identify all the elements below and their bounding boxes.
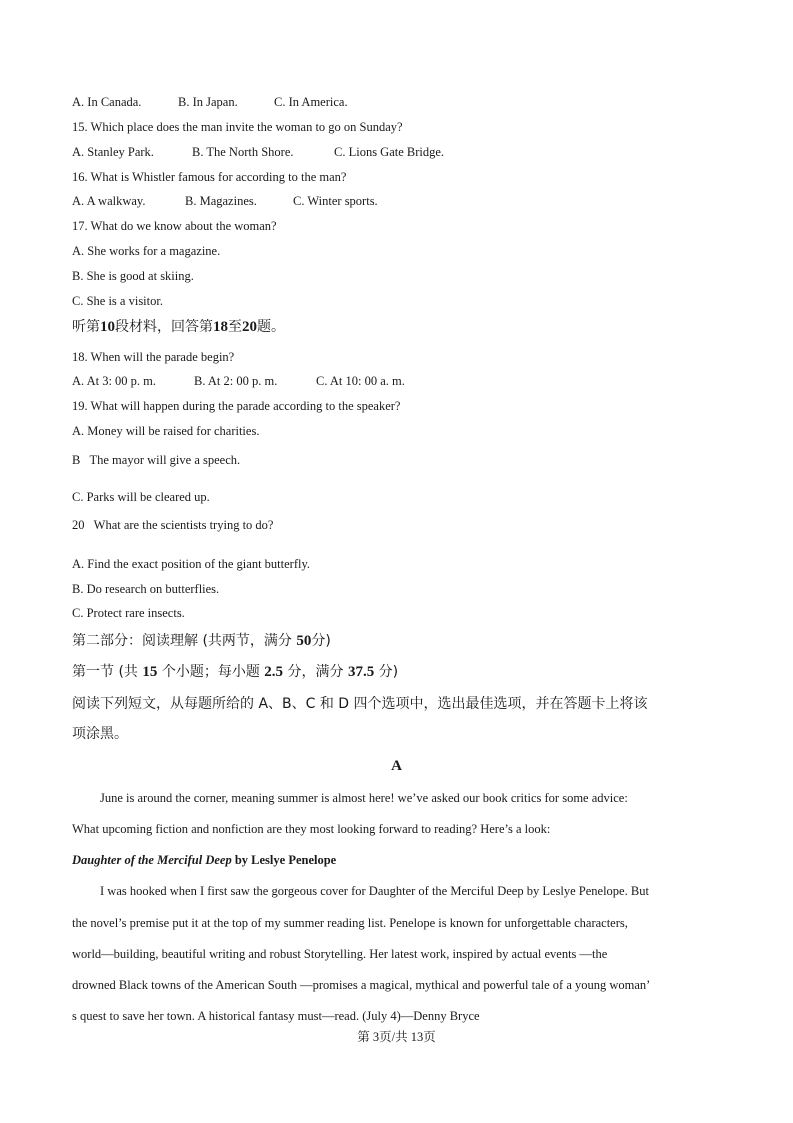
q17-option-b: B. She is good at skiing.	[72, 269, 194, 283]
q16-option-c: C. Winter sports.	[293, 194, 378, 208]
q17-option-c: C. She is a visitor.	[72, 294, 163, 308]
review-line-4: drowned Black towns of the American South —promises a magical, mythical and powerful tale of a young woman’	[72, 978, 651, 992]
q15-option-a: A. Stanley Park.	[72, 145, 154, 159]
review-line-3: world—building, beautiful writing and robust Storytelling. Her latest work, inspired by actual events —the	[72, 947, 608, 961]
book-heading	[72, 852, 728, 868]
q19-option-a: A. Money will be raised for charities.	[72, 424, 260, 438]
instruction-line-1: 阅读下列短文，从每题所给的 A、B、C 和 D 四个选项中，选出最佳选项，并在答题卡上将该	[72, 696, 648, 712]
q18-option-a: A. At 3: 00 p. m.	[72, 374, 157, 388]
q18-option-c: C. At 10: 00 a. m.	[316, 374, 405, 388]
q17-question: 17. What do we know about the woman?	[72, 219, 277, 233]
section-10-heading: 听第10段材料，回答第18至20题。	[72, 319, 285, 335]
q19-option-c: C. Parks will be cleared up.	[72, 490, 210, 504]
q14-option-c: C. In America.	[274, 95, 348, 109]
instruction-line-2: 项涂黑。	[72, 726, 128, 742]
review-line-2: the novel’s premise put it at the top of my summer reading list. Penelope is known for unforgettable characters,	[72, 916, 628, 930]
section-1-heading: 第一节 (共 15 个小题；每小题 2.5 分，满分 37.5 分)	[72, 664, 399, 680]
q18-question: 18. When will the parade begin?	[72, 350, 235, 364]
q20-question: 20 What are the scientists trying to do?	[72, 518, 274, 532]
page-number: 第 3页/共 13页	[357, 1030, 436, 1044]
review-line-5: s quest to save her town. A historical fantasy must—read. (July 4)—Denny Bryce	[72, 1009, 480, 1023]
q19-option-b: B The mayor will give a speech.	[72, 453, 241, 467]
book-title: Daughter of the Merciful Deep	[72, 853, 232, 867]
q15-options	[72, 144, 444, 160]
q16-question: 16. What is Whistler famous for according to the man?	[72, 170, 347, 184]
q14-option-a: A. In Canada.	[72, 95, 142, 109]
q14-option-b: B. In Japan.	[178, 95, 238, 109]
passage-intro-line-1: June is around the corner, meaning summer is almost here! we’ve asked our book critics for some advice:	[100, 791, 628, 805]
q16-option-a: A. A walkway.	[72, 194, 146, 208]
q15-option-b: B. The North Shore.	[192, 145, 294, 159]
passage-label: A	[391, 758, 402, 774]
q20-option-b: B. Do research on butterflies.	[72, 582, 220, 596]
q20-option-c: C. Protect rare insects.	[72, 606, 185, 620]
review-line-1: I was hooked when I first saw the gorgeous cover for Daughter of the Merciful Deep by Leslye Penelope. But	[100, 884, 649, 898]
q16-option-b: B. Magazines.	[185, 194, 257, 208]
q16-options	[72, 193, 378, 209]
q14-options	[72, 94, 348, 110]
part-2-heading: 第二部分：阅读理解 (共两节，满分 50分)	[72, 633, 331, 649]
q15-option-c: C. Lions Gate Bridge.	[334, 145, 445, 159]
q19-question: 19. What will happen during the parade according to the speaker?	[72, 399, 401, 413]
passage-intro-line-2: What upcoming fiction and nonfiction are they most looking forward to reading? Here’s a look:	[72, 822, 551, 836]
book-author: by Leslye Penelope	[231, 853, 337, 867]
q18-option-b: B. At 2: 00 p. m.	[194, 374, 278, 388]
q20-option-a: A. Find the exact position of the giant butterfly.	[72, 557, 311, 571]
q17-option-a: A. She works for a magazine.	[72, 244, 221, 258]
q15-question: 15. Which place does the man invite the woman to go on Sunday?	[72, 120, 403, 134]
q18-options	[72, 373, 405, 389]
